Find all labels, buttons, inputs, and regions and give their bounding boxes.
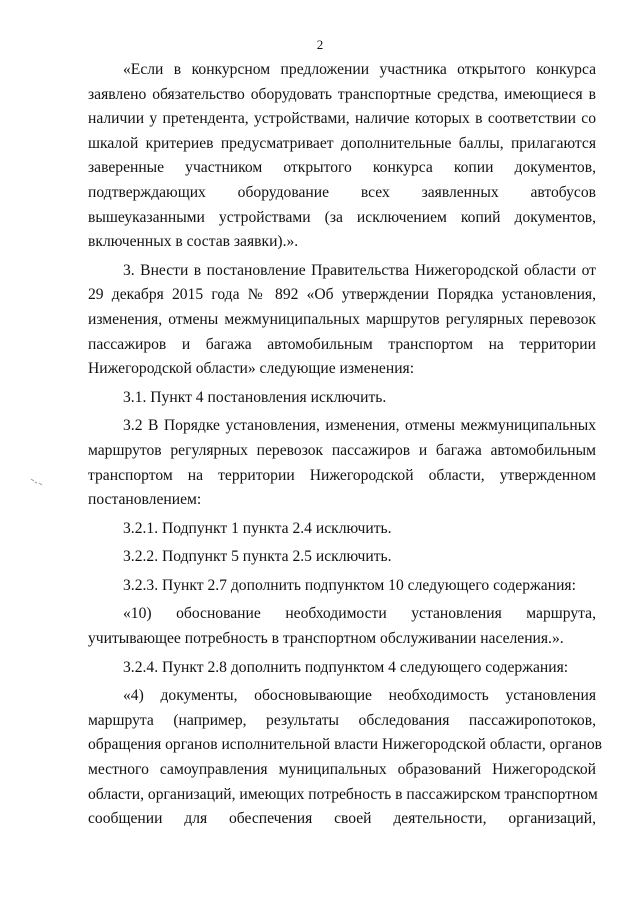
text-line: вышеуказанными устройствами (за исключением копий документов, <box>88 208 596 226</box>
text-line: области, организаций, имеющих потребность в пассажирском транспортном <box>88 785 598 803</box>
text-line: 29 декабря 2015 года № 892 «Об утверждении Порядка установления, <box>88 286 596 304</box>
text-line: 3.1. Пункт 4 постановления исключить. <box>123 388 387 406</box>
text-line: включенных в состав заявки).». <box>88 233 299 251</box>
text-line: постановлением: <box>88 491 202 509</box>
text-line: сообщении для обеспечения своей деятельности, организаций, <box>88 810 596 828</box>
text-line: 3.2.4. Пункт 2.8 дополнить подпунктом 4 следующего содержания: <box>123 658 569 676</box>
text-line: обращения органов исполнительной власти Нижегородской области, органов <box>88 736 603 754</box>
text-line: маршрута (например, результаты обследования пассажиропотоков, <box>88 711 596 729</box>
text-line: заявлено обязательство оборудовать транспортные средства, имеющиеся в <box>88 85 596 103</box>
text-line: транспортом на территории Нижегородской области, утвержденном <box>88 466 596 484</box>
text-line: местного самоуправления муниципальных образований Нижегородской <box>88 761 596 779</box>
text-line: «10) обоснование необходимости установления маршрута, <box>123 605 596 623</box>
text-line: изменения, отмены межмуниципальных маршрутов регулярных перевозок <box>88 310 596 328</box>
text-line: «Если в конкурсном предложении участника открытого конкурса <box>123 61 596 78</box>
text-line: 3.2 В Порядке установления, изменения, отмены межмуниципальных <box>123 417 596 435</box>
page-number: 2 <box>316 37 324 52</box>
text-line: 3.2.3. Пункт 2.7 дополнить подпунктом 10 следующего содержания: <box>123 576 576 594</box>
text-line: «4) документы, обосновывающие необходимость установления <box>123 687 596 705</box>
document-body <box>88 58 603 832</box>
text-line: учитывающее потребность в транспортном обслуживании населения.». <box>88 630 564 648</box>
text-line: 3.2.2. Подпункт 5 пункта 2.5 исключить. <box>123 548 392 566</box>
text-line: Нижегородской области» следующие изменения: <box>88 360 415 378</box>
text-line: маршрутов регулярных перевозок пассажиров и багажа автомобильным <box>88 441 596 459</box>
text-line: пассажиров и багажа автомобильным транспортом на территории <box>88 335 596 353</box>
text-line: заверенные участником открытого конкурса копии документов, <box>88 159 596 177</box>
text-line: 3.2.1. Подпункт 1 пункта 2.4 исключить. <box>123 519 392 537</box>
text-line: подтверждающих оборудование всех заявленных автобусов <box>88 183 596 201</box>
text-line: наличии у претендента, устройствами, наличие которых в соответствии со <box>88 110 596 128</box>
text-line: 3. Внести в постановление Правительства Нижегородской области от <box>123 261 596 279</box>
text-line: шкалой критериев предусматривает дополнительные баллы, прилагаются <box>88 134 596 152</box>
scan-artifact <box>30 478 44 486</box>
